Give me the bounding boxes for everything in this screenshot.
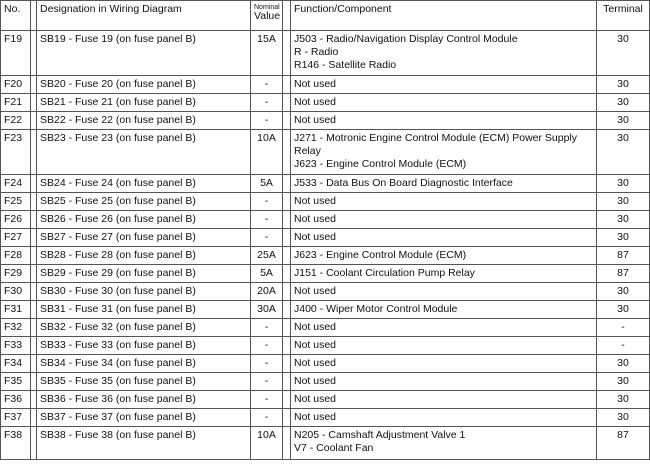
nominal-value: 5A: [251, 265, 283, 283]
function-line: J503 - Radio/Navigation Display Control Module: [294, 33, 518, 45]
function-line: Not used: [294, 78, 337, 90]
function-line: J271 - Motronic Engine Control Module (ECM) Power Supply Relay: [294, 132, 578, 157]
function-component: [291, 247, 597, 265]
spacer: [283, 373, 291, 391]
function-line: J533 - Data Bus On Board Diagnostic Interface: [294, 177, 513, 189]
fuse-number: F33: [1, 337, 31, 355]
fuse-number: F27: [1, 229, 31, 247]
header-nominal-value: [251, 1, 283, 31]
function-component: [291, 175, 597, 193]
nominal-value: 15A: [251, 31, 283, 76]
fuse-number: F19: [1, 31, 31, 76]
function-component: [291, 130, 597, 175]
terminal: 30: [597, 283, 650, 301]
table-row: [1, 193, 650, 211]
function-line: J623 - Engine Control Module (ECM): [294, 249, 467, 261]
designation: SB21 - Fuse 21 (on fuse panel B): [37, 94, 251, 112]
spacer: [283, 265, 291, 283]
spacer: [283, 112, 291, 130]
fuse-number: F36: [1, 391, 31, 409]
spacer: [283, 175, 291, 193]
function-line: R146 - Satellite Radio: [294, 59, 397, 71]
spacer: [283, 211, 291, 229]
function-component: [291, 193, 597, 211]
header-value: Value: [254, 10, 281, 22]
designation: SB19 - Fuse 19 (on fuse panel B): [37, 31, 251, 76]
header-nominal: Nominal: [254, 4, 280, 11]
nominal-value: -: [251, 391, 283, 409]
table-row: [1, 301, 650, 319]
nominal-value: 10A: [251, 130, 283, 175]
header-terminal: Terminal: [597, 1, 650, 31]
spacer: [283, 229, 291, 247]
terminal: 30: [597, 76, 650, 94]
function-component: [291, 94, 597, 112]
table-row: [1, 76, 650, 94]
terminal: 30: [597, 175, 650, 193]
fuse-number: F32: [1, 319, 31, 337]
table-row: [1, 247, 650, 265]
fuse-number: F28: [1, 247, 31, 265]
fuse-number: F21: [1, 94, 31, 112]
fuse-number: F25: [1, 193, 31, 211]
table-row: [1, 427, 650, 460]
designation: SB28 - Fuse 28 (on fuse panel B): [37, 247, 251, 265]
terminal: 30: [597, 409, 650, 427]
designation: SB29 - Fuse 29 (on fuse panel B): [37, 265, 251, 283]
nominal-value: -: [251, 112, 283, 130]
function-component: [291, 211, 597, 229]
nominal-value: -: [251, 319, 283, 337]
terminal: 30: [597, 229, 650, 247]
nominal-value: -: [251, 211, 283, 229]
function-line: Not used: [294, 213, 337, 225]
terminal: 87: [597, 247, 650, 265]
fuse-number: F22: [1, 112, 31, 130]
table-row: [1, 355, 650, 373]
header-row: [1, 1, 650, 31]
fuse-number: F30: [1, 283, 31, 301]
designation: SB27 - Fuse 27 (on fuse panel B): [37, 229, 251, 247]
spacer: [283, 1, 291, 31]
function-line: V7 - Coolant Fan: [294, 442, 374, 454]
fuse-number: F24: [1, 175, 31, 193]
terminal: 87: [597, 265, 650, 283]
function-line: Not used: [294, 393, 337, 405]
terminal: 30: [597, 355, 650, 373]
table-row: [1, 319, 650, 337]
function-line: N205 - Camshaft Adjustment Valve 1: [294, 429, 466, 441]
fuse-number: F38: [1, 427, 31, 460]
terminal: 30: [597, 112, 650, 130]
function-line: Not used: [294, 231, 337, 243]
table-row: [1, 229, 650, 247]
table-row: [1, 94, 650, 112]
header-designation: Designation in Wiring Diagram: [37, 1, 251, 31]
table-row: [1, 31, 650, 76]
function-line: J151 - Coolant Circulation Pump Relay: [294, 267, 475, 279]
table-row: [1, 337, 650, 355]
spacer: [283, 76, 291, 94]
function-line: Not used: [294, 321, 337, 333]
fuse-number: F31: [1, 301, 31, 319]
table-row: [1, 373, 650, 391]
function-line: Not used: [294, 195, 337, 207]
designation: SB25 - Fuse 25 (on fuse panel B): [37, 193, 251, 211]
table-row: [1, 211, 650, 229]
fuse-number: F35: [1, 373, 31, 391]
nominal-value: -: [251, 355, 283, 373]
designation: SB33 - Fuse 33 (on fuse panel B): [37, 337, 251, 355]
function-line: J400 - Wiper Motor Control Module: [294, 303, 458, 315]
spacer: [283, 94, 291, 112]
function-line: Not used: [294, 339, 337, 351]
spacer: [283, 427, 291, 460]
designation: SB38 - Fuse 38 (on fuse panel B): [37, 427, 251, 460]
terminal: 30: [597, 130, 650, 175]
designation: SB20 - Fuse 20 (on fuse panel B): [37, 76, 251, 94]
function-component: [291, 319, 597, 337]
function-component: [291, 301, 597, 319]
nominal-value: -: [251, 94, 283, 112]
function-line: J623 - Engine Control Module (ECM): [294, 158, 467, 170]
nominal-value: 30A: [251, 301, 283, 319]
terminal: 30: [597, 391, 650, 409]
function-component: [291, 283, 597, 301]
terminal: 30: [597, 94, 650, 112]
header-no: No.: [1, 1, 31, 31]
spacer: [283, 193, 291, 211]
fuse-number: F37: [1, 409, 31, 427]
spacer: [283, 391, 291, 409]
function-line: Not used: [294, 285, 337, 297]
terminal: 30: [597, 211, 650, 229]
function-component: [291, 355, 597, 373]
nominal-value: -: [251, 193, 283, 211]
function-line: Not used: [294, 357, 337, 369]
fuse-number: F34: [1, 355, 31, 373]
nominal-value: 20A: [251, 283, 283, 301]
fuse-number: F29: [1, 265, 31, 283]
designation: SB26 - Fuse 26 (on fuse panel B): [37, 211, 251, 229]
table-row: [1, 175, 650, 193]
function-line: Not used: [294, 96, 337, 108]
nominal-value: 10A: [251, 427, 283, 460]
table-row: [1, 112, 650, 130]
function-component: [291, 112, 597, 130]
nominal-value: -: [251, 229, 283, 247]
nominal-value: -: [251, 337, 283, 355]
function-component: [291, 265, 597, 283]
designation: SB34 - Fuse 34 (on fuse panel B): [37, 355, 251, 373]
spacer: [283, 409, 291, 427]
nominal-value: 25A: [251, 247, 283, 265]
function-component: [291, 337, 597, 355]
table-row: [1, 130, 650, 175]
spacer: [283, 355, 291, 373]
nominal-value: 5A: [251, 175, 283, 193]
nominal-value: -: [251, 409, 283, 427]
designation: SB36 - Fuse 36 (on fuse panel B): [37, 391, 251, 409]
function-component: [291, 391, 597, 409]
function-component: [291, 76, 597, 94]
spacer: [283, 337, 291, 355]
fuse-number: F26: [1, 211, 31, 229]
spacer: [283, 283, 291, 301]
designation: SB24 - Fuse 24 (on fuse panel B): [37, 175, 251, 193]
table-row: [1, 409, 650, 427]
function-line: Not used: [294, 375, 337, 387]
table-row: [1, 391, 650, 409]
function-component: [291, 229, 597, 247]
terminal: -: [597, 319, 650, 337]
function-line: Not used: [294, 411, 337, 423]
table-row: [1, 265, 650, 283]
terminal: 30: [597, 301, 650, 319]
designation: SB31 - Fuse 31 (on fuse panel B): [37, 301, 251, 319]
table-row: [1, 283, 650, 301]
function-line: R - Radio: [294, 46, 339, 58]
function-line: Not used: [294, 114, 337, 126]
spacer: [283, 301, 291, 319]
function-component: [291, 373, 597, 391]
designation: SB37 - Fuse 37 (on fuse panel B): [37, 409, 251, 427]
designation: SB30 - Fuse 30 (on fuse panel B): [37, 283, 251, 301]
function-component: [291, 427, 597, 460]
nominal-value: -: [251, 76, 283, 94]
designation: SB23 - Fuse 23 (on fuse panel B): [37, 130, 251, 175]
terminal: 87: [597, 427, 650, 460]
header-function: Function/Component: [291, 1, 597, 31]
terminal: 30: [597, 31, 650, 76]
fuse-number: F20: [1, 76, 31, 94]
function-component: [291, 31, 597, 76]
function-component: [291, 409, 597, 427]
designation: SB32 - Fuse 32 (on fuse panel B): [37, 319, 251, 337]
spacer: [283, 319, 291, 337]
spacer: [283, 247, 291, 265]
designation: SB22 - Fuse 22 (on fuse panel B): [37, 112, 251, 130]
terminal: 30: [597, 373, 650, 391]
designation: SB35 - Fuse 35 (on fuse panel B): [37, 373, 251, 391]
terminal: -: [597, 337, 650, 355]
terminal: 30: [597, 193, 650, 211]
fuse-number: F23: [1, 130, 31, 175]
spacer: [283, 31, 291, 76]
nominal-value: -: [251, 373, 283, 391]
spacer: [283, 130, 291, 175]
